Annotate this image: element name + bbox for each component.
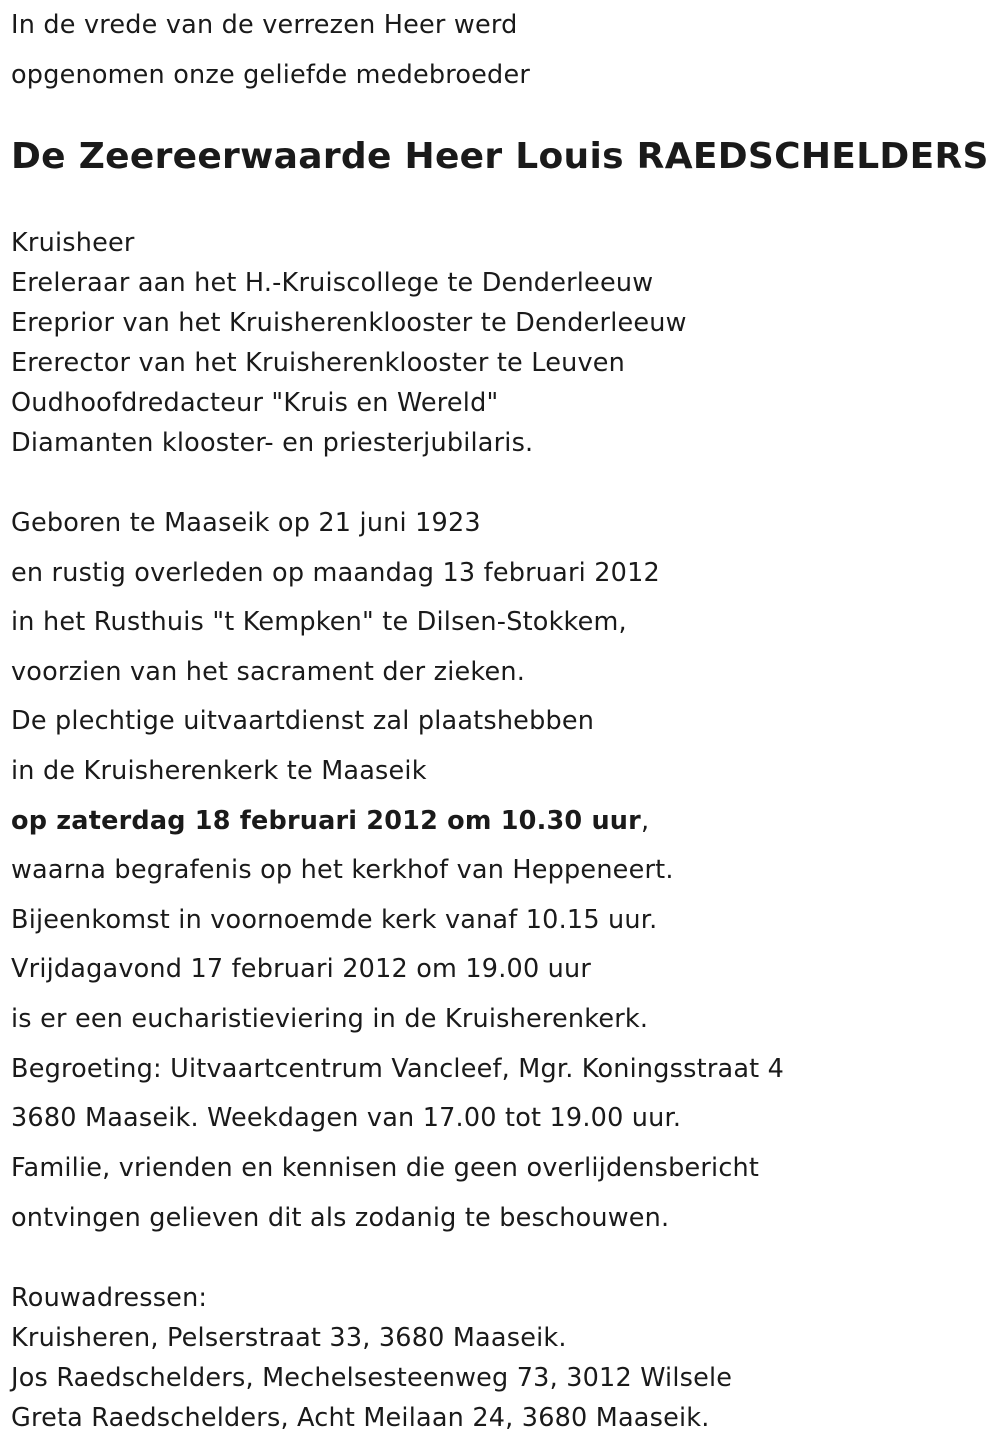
detail-line: voorzien van het sacrament der zieken.	[11, 657, 526, 687]
detail-line: Familie, vrienden en kennisen die geen overlijdensbericht	[11, 1153, 760, 1183]
addresses-heading: Rouwadressen:	[11, 1283, 208, 1313]
detail-line: in het Rusthuis "t Kempken" te Dilsen-Stokkem,	[11, 607, 627, 637]
funeral-date-line	[11, 806, 649, 836]
funeral-date-comma: ,	[640, 806, 650, 836]
address-line: Kruisheren, Pelserstraat 33, 3680 Maaseik.	[11, 1323, 567, 1353]
title-line: Ererector van het Kruisherenklooster te Leuven	[11, 348, 626, 378]
title-line: Diamanten klooster- en priesterjubilaris.	[11, 428, 534, 458]
detail-line: waarna begrafenis op het kerkhof van Heppeneert.	[11, 855, 674, 885]
detail-line: Geboren te Maaseik op 21 juni 1923	[11, 508, 481, 538]
title-line: Kruisheer	[11, 228, 135, 258]
detail-line: Bijeenkomst in voornoemde kerk vanaf 10.15 uur.	[11, 905, 658, 935]
intro-line-2: opgenomen onze geliefde medebroeder	[11, 60, 531, 90]
funeral-date-bold: op zaterdag 18 februari 2012 om 10.30 uur	[11, 806, 641, 836]
detail-line: ontvingen gelieven dit als zodanig te beschouwen.	[11, 1203, 670, 1233]
detail-line: Vrijdagavond 17 februari 2012 om 19.00 uur	[11, 954, 592, 984]
detail-line: Begroeting: Uitvaartcentrum Vancleef, Mgr. Koningsstraat 4	[11, 1054, 785, 1084]
detail-line: De plechtige uitvaartdienst zal plaatshebben	[11, 706, 595, 736]
title-line: Ereleraar aan het H.-Kruiscollege te Denderleeuw	[11, 268, 654, 298]
detail-line: in de Kruisherenkerk te Maaseik	[11, 756, 427, 786]
address-line: Jos Raedschelders, Mechelsesteenweg 73, 3012 Wilsele	[11, 1363, 733, 1393]
address-line: Greta Raedschelders, Acht Meilaan 24, 3680 Maaseik.	[11, 1403, 710, 1433]
title-line: Ereprior van het Kruisherenklooster te Denderleeuw	[11, 308, 687, 338]
title-line: Oudhoofdredacteur "Kruis en Wereld"	[11, 388, 499, 418]
deceased-name: De Zeereerwaarde Heer Louis RAEDSCHELDERS	[11, 136, 989, 177]
intro-line-1: In de vrede van de verrezen Heer werd	[11, 10, 518, 40]
detail-line: en rustig overleden op maandag 13 februari 2012	[11, 558, 660, 588]
detail-line: is er een eucharistieviering in de Kruisherenkerk.	[11, 1004, 649, 1034]
detail-line: 3680 Maaseik. Weekdagen van 17.00 tot 19.00 uur.	[11, 1103, 682, 1133]
